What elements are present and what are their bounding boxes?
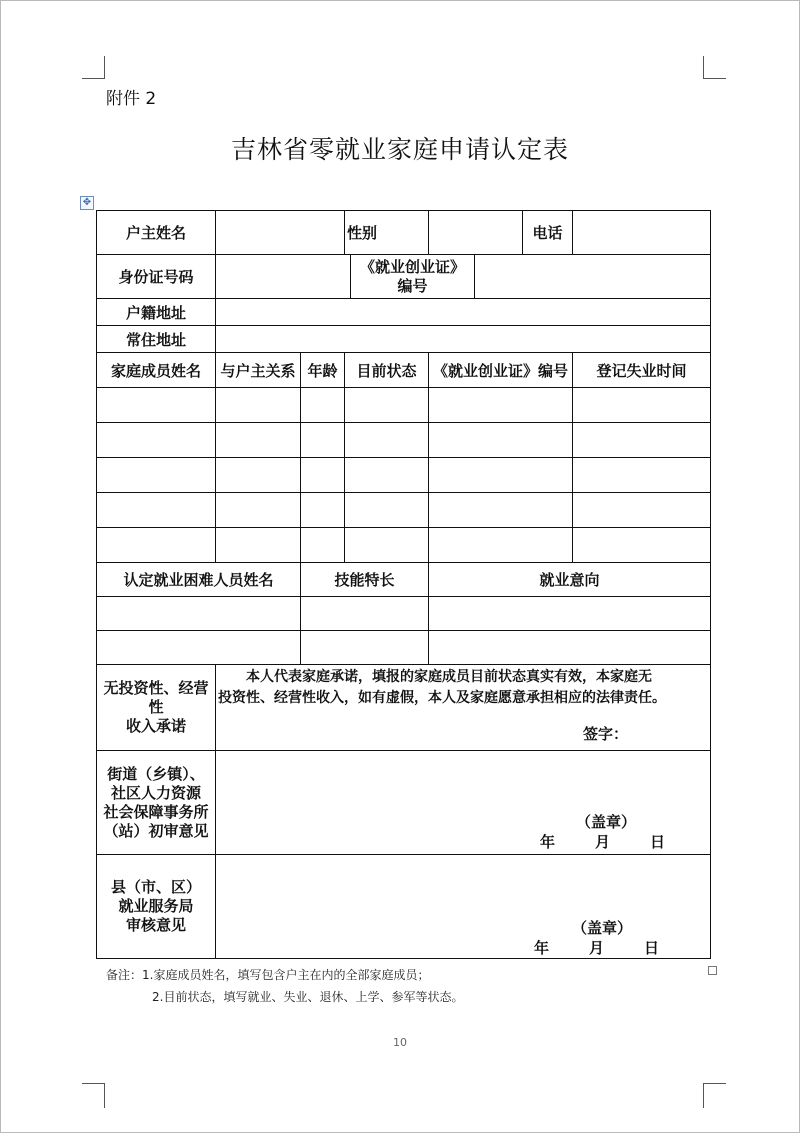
member-row [97,388,711,423]
member-relation-field[interactable] [216,528,301,563]
note-line-1: 备注：1.家庭成员姓名，填写包含户主在内的全部家庭成员； [106,968,430,982]
member-status-field[interactable] [345,528,429,563]
members-header-status: 目前状态 [345,353,429,388]
member-name-field[interactable] [97,493,216,528]
member-unemployed-date-field[interactable] [573,458,711,493]
registered-address-field[interactable] [216,299,711,326]
county-opinion-cell[interactable] [216,855,711,959]
county-date: 年 月 日 [534,939,660,957]
member-age-field[interactable] [301,458,345,493]
hardship-intention-field[interactable] [429,631,711,665]
member-name-field[interactable] [97,458,216,493]
crop-mark-top-left [82,56,105,79]
county-opinion-row [97,855,711,959]
hardship-header-name: 认定就业困难人员姓名 [97,563,301,597]
member-row [97,458,711,493]
signature-label: 签字： [583,725,629,743]
member-relation-field[interactable] [216,493,301,528]
members-header-unemployed-date: 登记失业时间 [573,353,711,388]
crop-mark-bottom-right [703,1083,726,1108]
member-unemployed-date-field[interactable] [573,528,711,563]
hardship-skills-field[interactable] [301,631,429,665]
street-opinion-row [97,751,711,855]
householder-row [97,211,711,255]
member-status-field[interactable] [345,493,429,528]
member-name-field[interactable] [97,423,216,458]
income-promise-label: 无投资性、经营性 收入承诺 [97,665,216,751]
member-age-field[interactable] [301,528,345,563]
county-seal-label: （盖章） [572,919,633,937]
member-age-field[interactable] [301,493,345,528]
street-opinion-label: 街道（乡镇）、 社区人力资源 社会保障事务所 （站）初审意见 [97,751,216,855]
member-status-field[interactable] [345,423,429,458]
gender-field[interactable] [429,211,523,255]
hardship-header-row [97,563,711,597]
note-line-2: 2.目前状态，填写就业、失业、退休、上学、参军等状态。 [152,990,464,1004]
income-promise-row [97,665,711,751]
member-cert-field[interactable] [429,423,573,458]
cert-number-label: 《就业创业证》 编号 [351,255,475,299]
application-form-table [96,210,711,959]
members-header-cert: 《就业创业证》编号 [429,353,573,388]
member-row [97,423,711,458]
hardship-row [97,631,711,665]
member-cert-field[interactable] [429,528,573,563]
hardship-header-intention: 就业意向 [429,563,711,597]
member-name-field[interactable] [97,528,216,563]
page-number: 10 [393,1036,407,1049]
attachment-label: 附件 2 [106,89,157,109]
member-relation-field[interactable] [216,458,301,493]
member-row [97,493,711,528]
id-number-label: 身份证号码 [97,255,216,299]
member-cert-field[interactable] [429,458,573,493]
member-unemployed-date-field[interactable] [573,423,711,458]
id-number-field[interactable] [216,255,351,299]
member-row [97,528,711,563]
members-header-age: 年龄 [301,353,345,388]
members-header-name: 家庭成员姓名 [97,353,216,388]
registered-address-label: 户籍地址 [97,299,216,326]
street-date: 年 月 日 [540,833,666,851]
hardship-skills-field[interactable] [301,597,429,631]
member-name-field[interactable] [97,388,216,423]
member-cert-field[interactable] [429,493,573,528]
member-status-field[interactable] [345,388,429,423]
street-opinion-cell[interactable] [216,751,711,855]
registered-address-row [97,299,711,326]
phone-field[interactable] [573,211,711,255]
member-status-field[interactable] [345,458,429,493]
member-unemployed-date-field[interactable] [573,388,711,423]
hardship-intention-field[interactable] [429,597,711,631]
hardship-row [97,597,711,631]
income-promise-cell[interactable] [216,665,711,751]
member-unemployed-date-field[interactable] [573,493,711,528]
table-move-handle-icon[interactable]: ✥ [80,196,94,210]
street-seal-label: （盖章） [576,813,637,831]
county-opinion-label: 县（市、区） 就业服务局 审核意见 [97,855,216,959]
table-resize-handle[interactable] [708,966,717,975]
cert-number-field[interactable] [475,255,711,299]
hardship-name-field[interactable] [97,631,301,665]
residence-address-field[interactable] [216,326,711,353]
crop-mark-bottom-left [82,1083,105,1108]
members-header-row [97,353,711,388]
hardship-header-skills: 技能特长 [301,563,429,597]
residence-address-row [97,326,711,353]
householder-name-field[interactable] [216,211,345,255]
member-age-field[interactable] [301,423,345,458]
page-title: 吉林省零就业家庭申请认定表 [230,135,569,164]
householder-name-label: 户主姓名 [97,211,216,255]
member-age-field[interactable] [301,388,345,423]
member-relation-field[interactable] [216,423,301,458]
notes [106,964,463,1008]
members-header-relation: 与户主关系 [216,353,301,388]
member-cert-field[interactable] [429,388,573,423]
phone-label: 电话 [523,211,573,255]
id-number-row [97,255,711,299]
crop-mark-top-right [703,56,726,79]
hardship-name-field[interactable] [97,597,301,631]
income-promise-text: 本人代表家庭承诺，填报的家庭成员目前状态真实有效，本家庭无 投资性、经营性收入，如有虚假，本人及家庭愿意承担相应的法律责任。 [218,669,666,706]
member-relation-field[interactable] [216,388,301,423]
gender-label: 性别 [345,211,429,255]
residence-address-label: 常住地址 [97,326,216,353]
